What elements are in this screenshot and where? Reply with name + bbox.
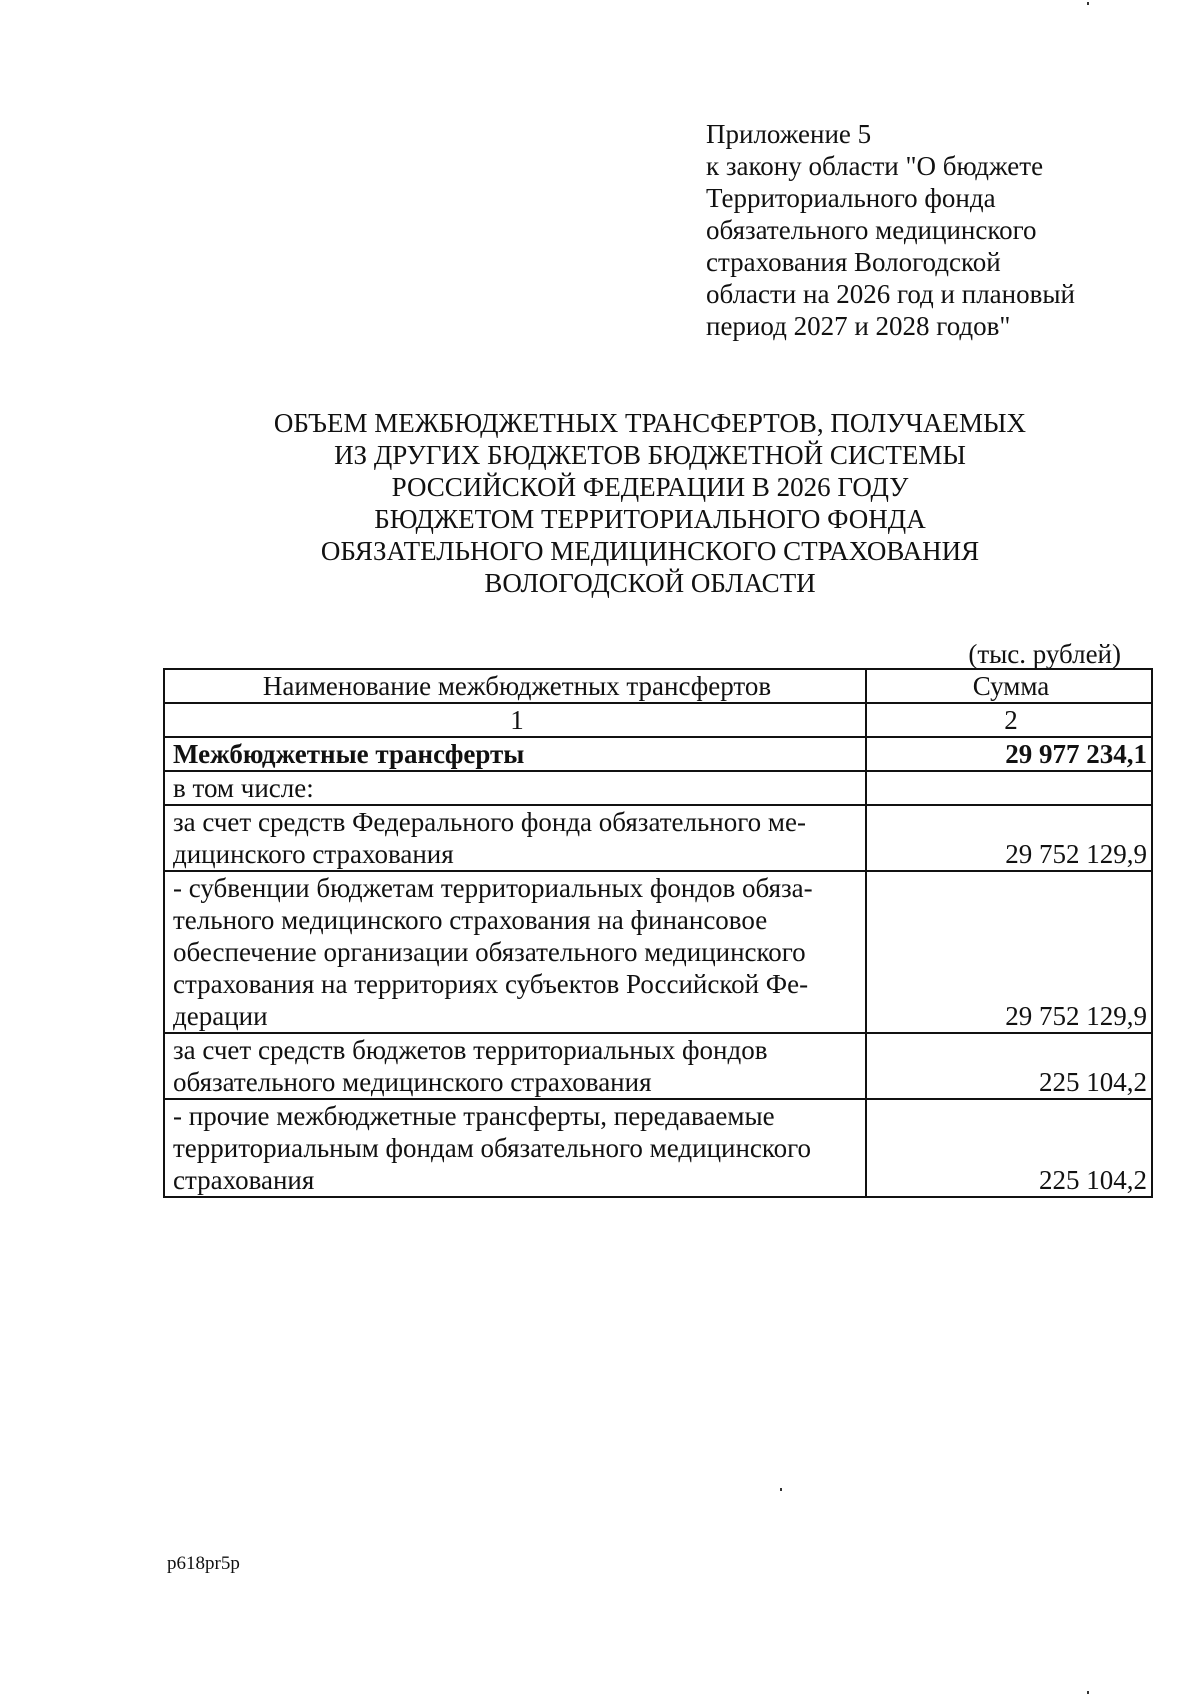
row-name (164, 771, 866, 805)
column-number-1: 1 (164, 703, 866, 737)
row-name-line: за счет средств бюджетов территориальных фондов (173, 1035, 768, 1065)
row-name (164, 1099, 866, 1197)
table-header-row (164, 669, 1152, 703)
table-row (164, 805, 1152, 871)
table-row (164, 771, 1152, 805)
table-row (164, 737, 1152, 771)
table-row (164, 1099, 1152, 1197)
appendix-line: Территориального фонда (706, 183, 996, 213)
table-row (164, 871, 1152, 1033)
row-name-line: обеспечение организации обязательного медицинского (173, 937, 806, 967)
appendix-line: период 2027 и 2028 годов" (706, 311, 1011, 341)
title-line: ОБЯЗАТЕЛЬНОГО МЕДИЦИНСКОГО СТРАХОВАНИЯ (320, 536, 980, 566)
document-code: p618pr5p (167, 1553, 240, 1574)
row-name (164, 1033, 866, 1099)
scan-speck (1087, 2, 1089, 5)
table-numbering-row (164, 703, 1152, 737)
row-sum (866, 771, 1152, 805)
title-line: РОССИЙСКОЙ ФЕДЕРАЦИИ В 2026 ГОДУ (391, 472, 909, 502)
row-sum: 29 752 129,9 (866, 805, 1152, 871)
column-number-2: 2 (866, 703, 1152, 737)
header-sum: Сумма (866, 669, 1152, 703)
row-sum: 225 104,2 (866, 1033, 1152, 1099)
document-title (160, 407, 1140, 599)
row-name-line: дерации (173, 1001, 268, 1031)
row-name-line: страхования (173, 1165, 315, 1195)
appendix-line: области на 2026 год и плановый (706, 279, 1075, 309)
title-line: БЮДЖЕТОМ ТЕРРИТОРИАЛЬНОГО ФОНДА (374, 504, 926, 534)
appendix-block (706, 118, 1146, 342)
title-line: ОБЪЕМ МЕЖБЮДЖЕТНЫХ ТРАНСФЕРТОВ, ПОЛУЧАЕМЫХ (273, 408, 1027, 438)
row-name (164, 737, 866, 771)
row-sum: 29 752 129,9 (866, 871, 1152, 1033)
title-line: ИЗ ДРУГИХ БЮДЖЕТОВ БЮДЖЕТНОЙ СИСТЕМЫ (334, 440, 966, 470)
row-name (164, 871, 866, 1033)
appendix-line: к закону области "О бюджете (706, 151, 1044, 181)
scan-speck (1087, 1691, 1089, 1694)
row-sum: 225 104,2 (866, 1099, 1152, 1197)
title-line: ВОЛОГОДСКОЙ ОБЛАСТИ (484, 568, 816, 598)
row-name-line: страхования на территориях субъектов Российской Фе- (173, 969, 809, 999)
row-name-line: - прочие межбюджетные трансферты, передаваемые (173, 1101, 775, 1131)
row-name-line: обязательного медицинского страхования (173, 1067, 652, 1097)
row-name-line: территориальным фондам обязательного медицинского (173, 1133, 812, 1163)
appendix-line: Приложение 5 (706, 119, 872, 149)
header-name: Наименование межбюджетных трансфертов (164, 669, 866, 703)
units-label: (тыс. рублей) (968, 639, 1121, 669)
transfers-table (163, 668, 1153, 1198)
scan-speck (780, 1488, 782, 1491)
row-name-line: дицинского страхования (173, 839, 454, 869)
appendix-line: страхования Вологодской (706, 247, 1001, 277)
row-name-line: Межбюджетные трансферты (173, 739, 525, 769)
row-name-line: - субвенции бюджетам территориальных фондов обяза- (173, 873, 813, 903)
row-name (164, 805, 866, 871)
table-row (164, 1033, 1152, 1099)
row-name-line: тельного медицинского страхования на финансовое (173, 905, 768, 935)
row-name-line: в том числе: (173, 773, 314, 803)
row-name-line: за счет средств Федерального фонда обязательного ме- (173, 807, 806, 837)
appendix-line: обязательного медицинского (706, 215, 1037, 245)
row-sum: 29 977 234,1 (866, 737, 1152, 771)
